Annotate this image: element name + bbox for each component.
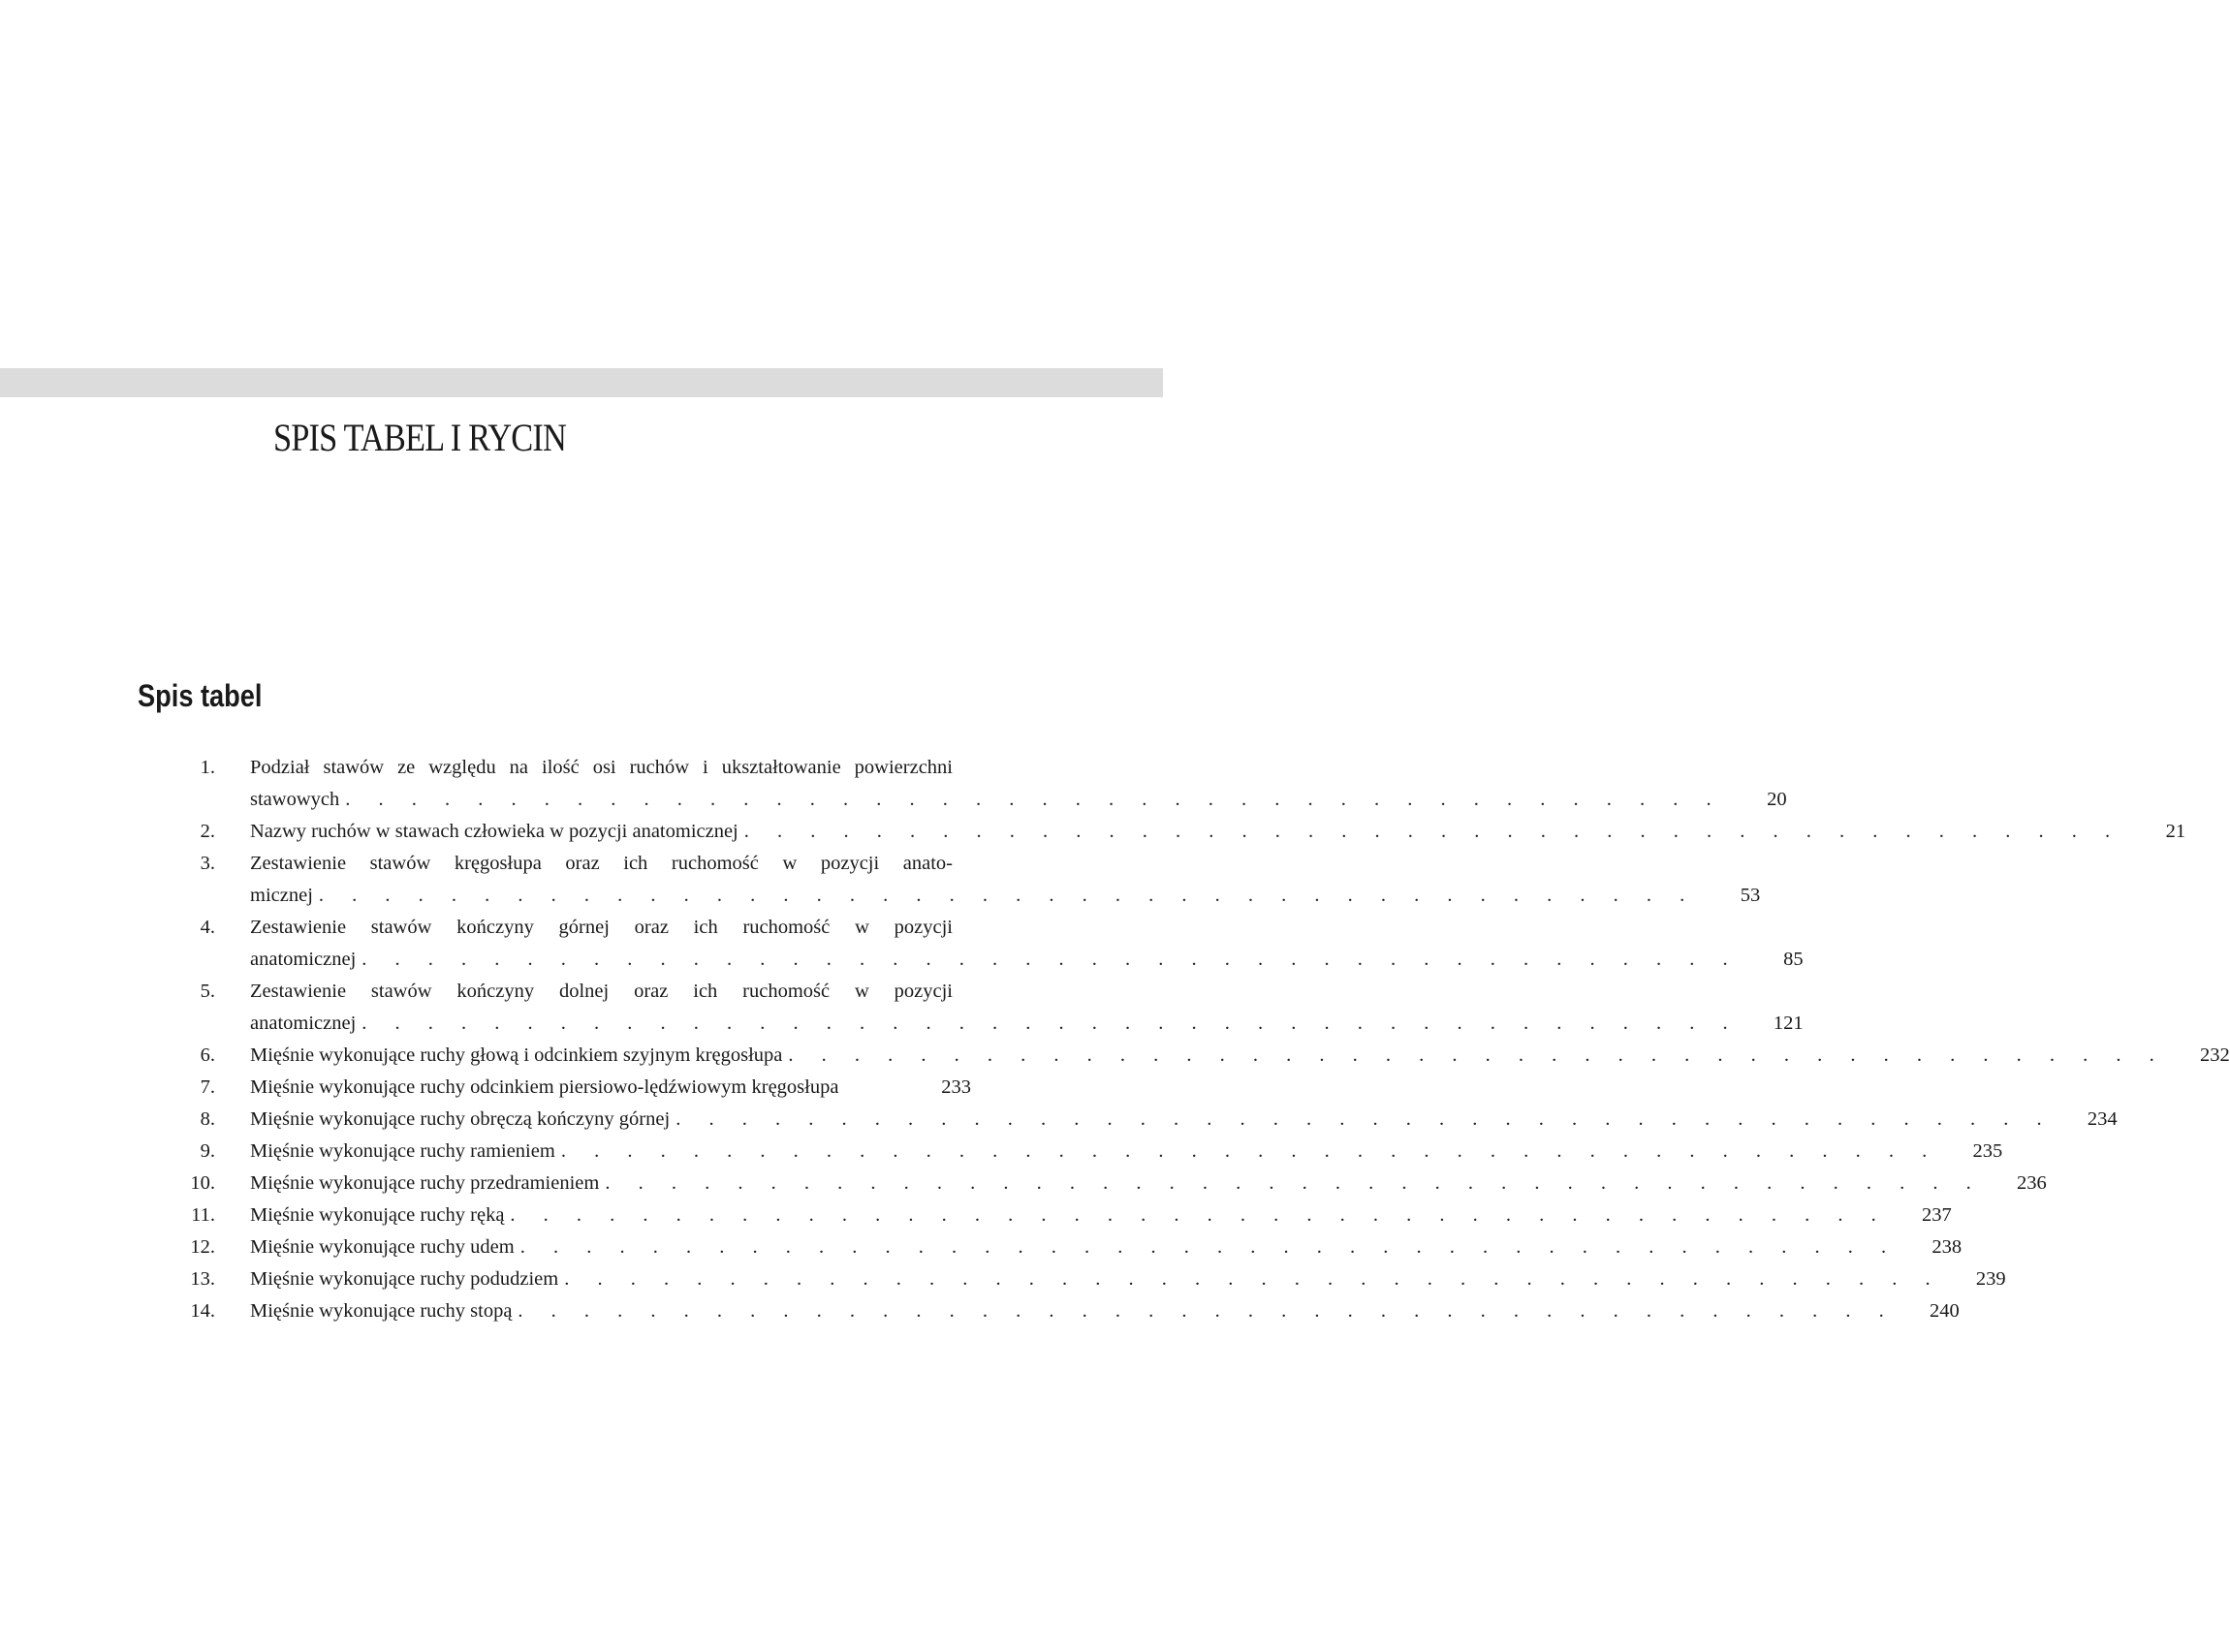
- entry-text: micznej: [250, 885, 313, 906]
- entry-page: 236: [2016, 1172, 2047, 1194]
- entry-number: 13.: [190, 1268, 215, 1290]
- toc-entry[interactable]: [145, 1263, 2006, 1295]
- dot-leader: . . . . . . . . . . . . . . . . . . . . . . . . . . . . . . . . . . . . . . . . . .: [345, 789, 1723, 810]
- toc-entry[interactable]: [145, 816, 2186, 848]
- entry-page: 239: [1975, 1268, 2006, 1290]
- dot-leader: . . . . . . . . . . . . . . . . . . . . . . . . . . . . . . . . . . . . . . . . . .: [743, 821, 2122, 842]
- section-title: Spis tabel: [138, 678, 263, 713]
- entry-number: 14.: [190, 1300, 215, 1322]
- entry-number: 6.: [200, 1044, 215, 1066]
- entry-number: 10.: [190, 1172, 215, 1194]
- toc-entry[interactable]: [145, 1072, 971, 1104]
- toc-entry[interactable]: [145, 976, 1804, 1040]
- entry-number: 12.: [190, 1236, 215, 1258]
- entry-text: Mięśnie wykonujące ruchy przedramieniem: [250, 1172, 600, 1194]
- dot-leader: . . . . . . . . . . . . . . . . . . . . . . . . . . . . . . . . . . . . . . . . . .: [318, 885, 1697, 906]
- dot-leader: . . . . . . . . . . . . . . . . . . . . . . . . . . . . . . . . . . . . . . . . . .: [788, 1044, 2166, 1066]
- toc-entry[interactable]: [145, 752, 1787, 816]
- entry-page: 235: [1972, 1140, 2003, 1162]
- entry-text: Mięśnie wykonujące ruchy ramieniem: [250, 1140, 555, 1162]
- entry-number: 9.: [200, 1140, 215, 1162]
- entry-page: 85: [1783, 949, 1804, 970]
- entry-text: Mięśnie wykonujące ruchy głową i odcinkiem szyjnym kręgosłupa: [250, 1044, 783, 1066]
- entry-page: 237: [1922, 1204, 1952, 1226]
- entry-page: 233: [941, 1076, 971, 1098]
- entry-text: anatomicznej: [250, 1013, 357, 1034]
- entry-text: stawowych: [250, 789, 340, 810]
- entry-text: Mięśnie wykonujące ruchy podudziem: [250, 1268, 559, 1290]
- entry-number: 3.: [200, 853, 215, 874]
- dot-leader: . . . . . . . . . . . . . . . . . . . . . . . . . . . . . . . . . . . . . . . . . .: [675, 1108, 2054, 1130]
- dot-leader: . . . . . . . . . . . . . . . . . . . . . . . . . . . . . . . . . . . . . . . . . .: [361, 1013, 1740, 1034]
- entry-text: Mięśnie wykonujące ruchy udem: [250, 1236, 515, 1258]
- toc-entry[interactable]: [145, 1200, 1952, 1231]
- toc-entry[interactable]: [145, 1168, 2047, 1200]
- entry-page: 20: [1767, 789, 1787, 810]
- table-list: [145, 752, 2230, 1327]
- toc-entry[interactable]: [145, 1104, 2118, 1136]
- entry-page: 232: [2200, 1044, 2230, 1066]
- entry-text: Mięśnie wykonujące ruchy ręką: [250, 1204, 505, 1226]
- toc-entry[interactable]: [145, 1040, 2230, 1072]
- dot-leader: . . . . . . . . . . . . . . . . . . . . . . . . . . . . . . . . . . . . . . . . . .: [361, 949, 1740, 970]
- header-band: [0, 368, 1163, 397]
- toc-entry[interactable]: [145, 1136, 2003, 1168]
- entry-text-line1: Zestawienie stawów kończyny dolnej oraz ich ruchomość w pozycji: [250, 981, 953, 1002]
- entry-page: 121: [1773, 1013, 1804, 1034]
- toc-entry[interactable]: [145, 848, 1761, 912]
- dot-leader: . . . . . . . . . . . . . . . . . . . . . . . . . . . . . . . . . . . . . . . . . .: [564, 1268, 1942, 1290]
- page-title: SPIS TABEL I RYCIN: [273, 416, 566, 459]
- entry-number: 8.: [200, 1108, 215, 1130]
- entry-number: 4.: [200, 917, 215, 938]
- entry-text: Mięśnie wykonujące ruchy odcinkiem piersiowo-lędźwiowym kręgosłupa: [250, 1076, 839, 1098]
- dot-leader: . . . . . . . . . . . . . . . . . . . . . . . . . . . . . . . . . . . . . . . . . .: [605, 1172, 1983, 1194]
- entry-number: 2.: [200, 821, 215, 842]
- toc-entry[interactable]: [145, 1231, 1963, 1263]
- entry-text-line1: Zestawienie stawów kończyny górnej oraz ich ruchomość w pozycji: [250, 917, 953, 938]
- entry-page: 240: [1930, 1300, 1960, 1322]
- entry-number: 11.: [191, 1204, 215, 1226]
- dot-leader: . . . . . . . . . . . . . . . . . . . . . . . . . . . . . . . . . . . . . . . . . .: [518, 1300, 1896, 1322]
- entry-page: 21: [2165, 821, 2186, 842]
- dot-leader: . . . . . . . . . . . . . . . . . . . . . . . . . . . . . . . . . . . . . . . . . .: [519, 1236, 1899, 1258]
- entry-text: Mięśnie wykonujące ruchy stopą: [250, 1300, 513, 1322]
- entry-text: anatomicznej: [250, 949, 357, 970]
- dot-leader: . . . . . . . . . . . . . . . . . . . . . . . . . . . . . . . . . . . . . . . . . .: [510, 1204, 1888, 1226]
- entry-page: 53: [1740, 885, 1761, 906]
- toc-entry[interactable]: [145, 1295, 1960, 1327]
- entry-text: Nazwy ruchów w stawach człowieka w pozycji anatomicznej: [250, 821, 738, 842]
- entry-number: 5.: [200, 981, 215, 1002]
- entry-number: 1.: [200, 757, 215, 778]
- entry-text: Mięśnie wykonujące ruchy obręczą kończyny górnej: [250, 1108, 671, 1130]
- entry-page: 234: [2087, 1108, 2118, 1130]
- dot-leader: . . . . . . . . . . . . . . . . . . . . . . . . . . . . . . . . . . . . . . . . . .: [560, 1140, 1939, 1162]
- entry-page: 238: [1932, 1236, 1963, 1258]
- entry-text-line1: Zestawienie stawów kręgosłupa oraz ich ruchomość w pozycji anato-: [250, 853, 953, 874]
- entry-number: 7.: [200, 1076, 215, 1098]
- entry-text-line1: Podział stawów ze względu na ilość osi ruchów i ukształtowanie powierzchni: [250, 757, 953, 778]
- toc-entry[interactable]: [145, 912, 1804, 976]
